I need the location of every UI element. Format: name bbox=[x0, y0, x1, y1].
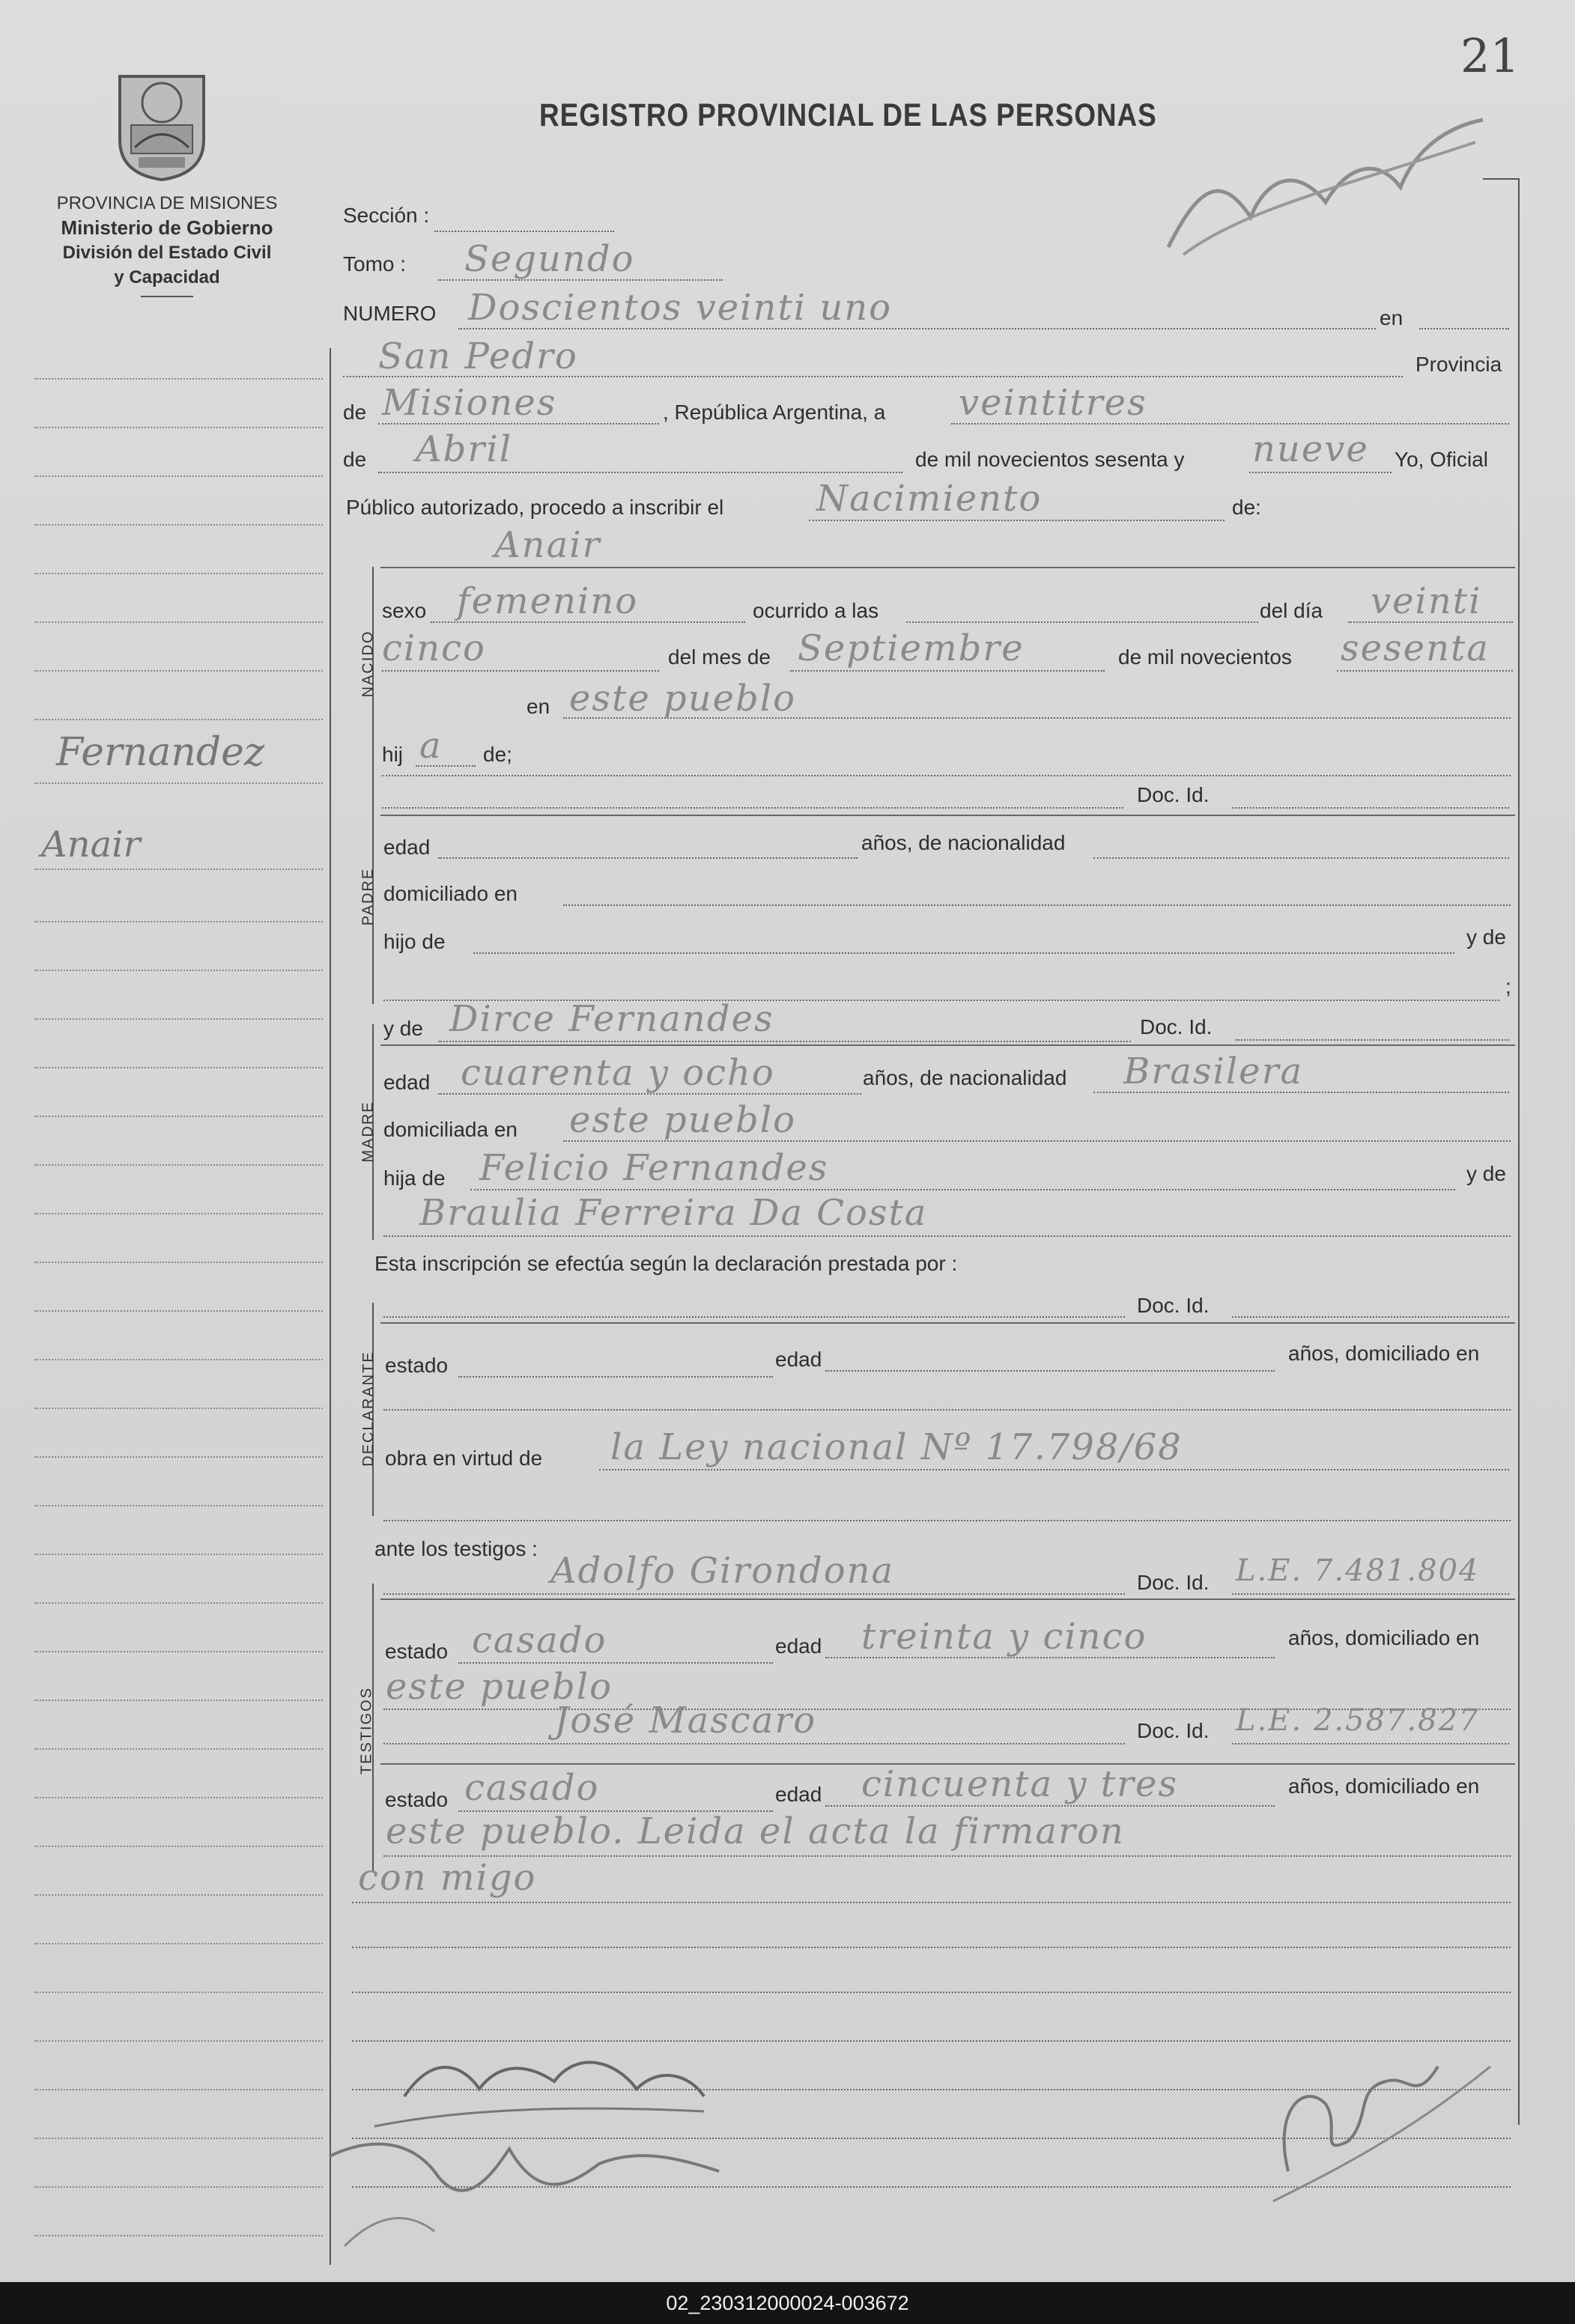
padre-doc-label: Doc. Id. bbox=[1137, 783, 1210, 806]
testigo1-anos-label: años, domiciliado en bbox=[1288, 1626, 1480, 1649]
anio-nac-line bbox=[1337, 670, 1513, 672]
org-line-4: y Capacidad bbox=[114, 267, 220, 288]
padre-nac-line bbox=[1093, 857, 1509, 859]
testigo1-estado-value: casado bbox=[472, 1619, 607, 1661]
testigo2-edad-line bbox=[825, 1805, 1275, 1807]
ocurrido-label: ocurrido a las bbox=[753, 599, 879, 622]
margin-rule bbox=[34, 427, 323, 428]
margin-rule bbox=[34, 2138, 323, 2139]
obra-label: obra en virtud de bbox=[385, 1447, 543, 1470]
declarante-domicilio-line bbox=[383, 1409, 1511, 1411]
mes-nac-line bbox=[790, 670, 1105, 672]
margin-rule bbox=[34, 1846, 323, 1847]
testigo2-nombre-value: José Mascaro bbox=[554, 1700, 817, 1742]
padre-domicilio-line bbox=[563, 904, 1511, 906]
padre-domicilio-label: domiciliado en bbox=[383, 882, 518, 905]
madre-doc-line bbox=[1236, 1039, 1509, 1041]
margin-rule bbox=[34, 2089, 323, 2090]
madre-anos-label: años, de nacionalidad bbox=[863, 1066, 1067, 1089]
en-line bbox=[1419, 328, 1509, 329]
section-nacido: NACIDO bbox=[359, 630, 377, 698]
margin-rule bbox=[34, 1262, 323, 1263]
padre-edad-label: edad bbox=[383, 836, 431, 859]
dia-nacimiento-2-value: cinco bbox=[382, 627, 486, 669]
testigo1-line bbox=[383, 1593, 1125, 1595]
margin-rule bbox=[34, 921, 323, 922]
madre-madre-value: Braulia Ferreira Da Costa bbox=[419, 1192, 928, 1234]
margin-surname: Fernandez bbox=[56, 730, 265, 775]
acto-line bbox=[809, 520, 1225, 521]
padre-anos-label: años, de nacionalidad bbox=[861, 831, 1066, 854]
testigo2-doc-value: L.E. 2.587.827 bbox=[1236, 1703, 1480, 1738]
testigo2-doc-line bbox=[1232, 1743, 1509, 1744]
de-mil-label: de mil novecientos bbox=[1118, 645, 1292, 669]
del-dia-label: del día bbox=[1260, 599, 1323, 622]
org-line-1: PROVINCIA DE MISIONES bbox=[56, 193, 278, 213]
margin-rule bbox=[34, 573, 323, 574]
y-de-madre-label: y de bbox=[383, 1017, 423, 1040]
testigo2-doc-label: Doc. Id. bbox=[1137, 1719, 1210, 1742]
madre-hija-line bbox=[470, 1189, 1455, 1190]
margin-rule bbox=[34, 1894, 323, 1896]
publico-label: Público autorizado, procedo a inscribir el bbox=[346, 496, 724, 519]
testigo1-estado-line bbox=[458, 1662, 773, 1664]
testigo1-doc-line bbox=[1232, 1593, 1509, 1595]
margin-rule bbox=[34, 1456, 323, 1458]
padre-y-de-label: y de bbox=[1466, 925, 1506, 949]
padre-line bbox=[382, 807, 1123, 809]
margin-rule bbox=[34, 1213, 323, 1214]
testigo1-estado-label: estado bbox=[385, 1640, 449, 1663]
section-padre: PADRE bbox=[359, 867, 377, 926]
margin-rule bbox=[34, 1602, 323, 1604]
madre-abuela-line bbox=[383, 1235, 1511, 1237]
page-title: REGISTRO PROVINCIAL DE LAS PERSONAS bbox=[539, 97, 1157, 133]
testigo1-doc-label: Doc. Id. bbox=[1137, 1571, 1210, 1594]
margin-rule bbox=[34, 1943, 323, 1944]
margin-rule bbox=[34, 1018, 323, 1020]
dia-nacimiento-1-value: veinti bbox=[1371, 580, 1482, 622]
mil-sesenta-label: de mil novecientos sesenta y bbox=[915, 448, 1185, 471]
declarante-estado-line bbox=[458, 1376, 773, 1378]
testigo2-extra-value: con migo bbox=[358, 1857, 537, 1899]
testigo2-domicilio-line bbox=[383, 1855, 1511, 1857]
madre-nacionalidad-value: Brasilera bbox=[1123, 1050, 1304, 1092]
margin-rule bbox=[34, 1310, 323, 1312]
declarante-edad-label: edad bbox=[775, 1348, 822, 1371]
esta-inscripcion-label: Esta inscripción se efectúa según la declaración prestada por : bbox=[374, 1252, 958, 1275]
dia-nac-line-2 bbox=[382, 670, 659, 672]
de2-label: de bbox=[343, 448, 367, 471]
nacido-top-rule bbox=[380, 567, 1515, 568]
declarante-edad-line bbox=[825, 1370, 1275, 1372]
de-label: de bbox=[343, 401, 367, 424]
testigo1-edad-label: edad bbox=[775, 1634, 822, 1658]
extra-line-2 bbox=[352, 1947, 1511, 1948]
padre-hijo-label: hijo de bbox=[383, 930, 446, 953]
sexo-value: femenino bbox=[457, 580, 639, 622]
margin-rule bbox=[34, 2040, 323, 2042]
margin-rule bbox=[34, 719, 323, 720]
padre-hijo-line bbox=[473, 952, 1454, 954]
margin-rule bbox=[34, 1748, 323, 1750]
anio-inscripcion-line bbox=[1249, 472, 1392, 473]
numero-label: NUMERO bbox=[343, 302, 437, 325]
margin-rule bbox=[34, 2186, 323, 2188]
margin-rule bbox=[34, 1554, 323, 1555]
anio-inscripcion-value: nueve bbox=[1252, 428, 1369, 470]
margin-rule bbox=[34, 1116, 323, 1117]
madre-domicilio-label: domiciliada en bbox=[383, 1118, 518, 1141]
margin-rule bbox=[34, 1359, 323, 1360]
dia-inscripcion-value: veintitres bbox=[959, 382, 1147, 424]
section-declarante: DECLARANTE bbox=[360, 1351, 377, 1467]
margin-rule bbox=[34, 1651, 323, 1652]
margin-rule bbox=[34, 782, 323, 784]
obra-line bbox=[599, 1469, 1509, 1470]
madre-hija-label: hija de bbox=[383, 1166, 446, 1190]
de-semicolon-label: de; bbox=[483, 743, 512, 766]
madre-doc-label: Doc. Id. bbox=[1140, 1015, 1213, 1038]
testigo2-estado-value: casado bbox=[464, 1767, 600, 1809]
acto-value: Nacimiento bbox=[816, 478, 1043, 520]
madre-padre-value: Felicio Fernandes bbox=[479, 1147, 829, 1189]
nombre-value: Anair bbox=[494, 524, 601, 566]
padre-semicolon: ; bbox=[1505, 975, 1511, 998]
en-nac-label: en bbox=[526, 695, 550, 718]
margin-rule bbox=[34, 621, 323, 623]
tomo-label: Tomo : bbox=[343, 252, 407, 276]
sexo-label: sexo bbox=[382, 599, 427, 622]
testigos-top-rule bbox=[380, 1598, 1515, 1600]
top-right-frame bbox=[1483, 178, 1519, 180]
signature-right bbox=[1243, 2022, 1498, 2216]
republica-label: , República Argentina, a bbox=[663, 401, 886, 424]
org-line-3: División del Estado Civil bbox=[62, 243, 272, 263]
testigo1-edad-value: treinta y cinco bbox=[861, 1616, 1147, 1658]
section-testigos: TESTIGOS bbox=[358, 1686, 375, 1775]
testigo1-doc-value: L.E. 7.481.804 bbox=[1236, 1554, 1480, 1588]
del-mes-label: del mes de bbox=[668, 645, 771, 669]
ante-testigos-label: ante los testigos : bbox=[374, 1537, 538, 1560]
margin-rule bbox=[34, 1408, 323, 1409]
hij-underline bbox=[382, 775, 1511, 776]
madre-y-de-label: y de bbox=[1466, 1162, 1506, 1185]
hij-suffix-value: a bbox=[419, 725, 443, 767]
declarante-doc-label: Doc. Id. bbox=[1137, 1294, 1210, 1317]
mes-nacimiento-value: Septiembre bbox=[798, 627, 1025, 669]
margin-rule bbox=[34, 1992, 323, 1993]
madre-domicilio-value: este pueblo bbox=[569, 1099, 797, 1141]
lugar-value: San Pedro bbox=[378, 335, 578, 377]
issuing-organization bbox=[13, 191, 321, 297]
right-frame-line bbox=[1518, 178, 1520, 2125]
declarante-doc-line bbox=[1232, 1316, 1509, 1318]
margin-rule bbox=[34, 1797, 323, 1798]
margin-rule bbox=[34, 670, 323, 672]
margin-rule bbox=[34, 1700, 323, 1701]
mes-inscripcion-line bbox=[378, 472, 902, 473]
de-colon-label: de: bbox=[1232, 496, 1261, 519]
margin-rule bbox=[34, 524, 323, 526]
testigo2-estado-label: estado bbox=[385, 1788, 449, 1811]
margin-rule bbox=[34, 1164, 323, 1166]
provincia-label: Provincia bbox=[1415, 353, 1502, 376]
margin-given-name: Anair bbox=[41, 824, 141, 866]
testigo2-edad-label: edad bbox=[775, 1783, 822, 1806]
padre-top-rule bbox=[380, 815, 1515, 816]
padre-edad-line bbox=[438, 857, 858, 859]
margin-rule bbox=[34, 2235, 323, 2236]
declarante-estado-label: estado bbox=[385, 1354, 449, 1377]
yo-oficial-label: Yo, Oficial bbox=[1395, 448, 1489, 471]
madre-edad-value: cuarenta y ocho bbox=[461, 1052, 775, 1094]
seccion-line bbox=[434, 231, 614, 232]
madre-line bbox=[438, 1041, 1131, 1042]
margin-rule bbox=[34, 378, 323, 380]
declarante-top-rule bbox=[380, 1322, 1515, 1324]
declarante-ley-value: la Ley nacional Nº 17.798/68 bbox=[610, 1426, 1183, 1468]
extra-line-1 bbox=[352, 1902, 1511, 1903]
seal-icon bbox=[112, 69, 211, 183]
madre-top-rule bbox=[380, 1044, 1515, 1046]
tomo-value: Segundo bbox=[464, 238, 635, 280]
lugar-nacimiento-value: este pueblo bbox=[569, 678, 797, 720]
org-divider bbox=[141, 296, 193, 297]
declarante-extra-line bbox=[383, 1520, 1511, 1521]
madre-value: Dirce Fernandes bbox=[449, 998, 774, 1040]
provincia-value: Misiones bbox=[382, 382, 557, 424]
testigo1-nombre-value: Adolfo Girondona bbox=[550, 1550, 895, 1592]
madre-edad-label: edad bbox=[383, 1071, 431, 1094]
testigo1-domicilio-value: este pueblo bbox=[386, 1666, 613, 1708]
declarante-anos-label: años, domiciliado en bbox=[1288, 1342, 1480, 1365]
seccion-label: Sección : bbox=[343, 204, 430, 227]
declarante-line bbox=[383, 1316, 1125, 1318]
margin-rule bbox=[34, 970, 323, 971]
margin-rule bbox=[34, 1505, 323, 1506]
extra-line-3 bbox=[352, 1992, 1511, 1993]
padre-doc-line bbox=[1232, 807, 1509, 809]
page-number: 21 bbox=[1460, 28, 1520, 83]
numero-value: Doscientos veinti uno bbox=[468, 287, 893, 329]
hora-line bbox=[906, 621, 1258, 623]
org-line-2: Ministerio de Gobierno bbox=[61, 216, 273, 239]
margin-rule bbox=[34, 1067, 323, 1068]
testigo2-domicilio-value: este pueblo. Leida el acta la firmaron bbox=[386, 1810, 1125, 1852]
testigo2-line bbox=[383, 1743, 1125, 1744]
margin-rule bbox=[34, 475, 323, 477]
hij-label: hij bbox=[382, 743, 404, 766]
testigo2-anos-label: años, domiciliado en bbox=[1288, 1774, 1480, 1798]
testigo2-edad-value: cincuenta y tres bbox=[861, 1763, 1179, 1805]
margin-rule bbox=[34, 869, 323, 870]
left-frame-line bbox=[330, 348, 331, 2265]
anio-nacimiento-value: sesenta bbox=[1341, 627, 1490, 669]
en-label: en bbox=[1380, 306, 1403, 329]
official-stamp-signature bbox=[1153, 97, 1498, 262]
section-madre: MADRE bbox=[359, 1101, 377, 1163]
image-id-footer: 02_230312000024-003672 bbox=[0, 2282, 1575, 2324]
mes-inscripcion-value: Abril bbox=[416, 428, 513, 470]
signatures-left bbox=[315, 2022, 854, 2269]
